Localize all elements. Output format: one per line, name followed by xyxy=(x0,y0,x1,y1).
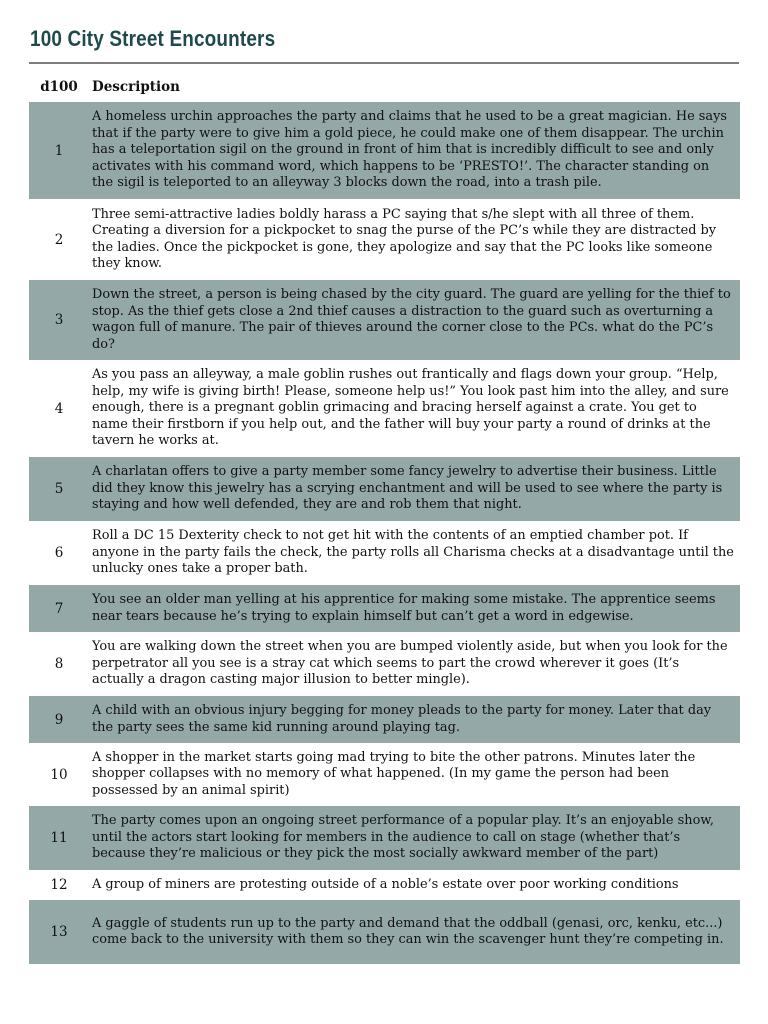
table-row xyxy=(29,521,740,585)
row-description: Down the street, a person is being chased by the city guard. The guard are yelling for the thief to stop. As the thief gets close a 2nd thief causes a distraction to the guard such as overturning a wagon full of manure. The pair of thieves around the corner close to the PCs. what do the PC’s do? xyxy=(92,287,731,352)
row-number: 9 xyxy=(54,711,64,728)
page-title: 100 City Street Encounters xyxy=(30,26,276,51)
row-description: You see an older man yelling at his apprentice for making some mistake. The apprentice seems near tears because he’s trying to explain himself but can’t get a word in edgewise. xyxy=(92,592,716,624)
row-number: 5 xyxy=(54,481,64,497)
row-number: 3 xyxy=(54,312,64,328)
row-number: 6 xyxy=(54,545,64,561)
table-row xyxy=(29,696,740,743)
title-rule xyxy=(29,62,739,64)
table-row xyxy=(29,900,740,964)
row-description: As you pass an alleyway, a male goblin rushes out frantically and flags down your group. “Help, help, my wife is giving birth! Please, someone help us!” You look past him into the alley, and sure enough, there is a pregnant goblin grimacing and bracing herself against a crate. You get to name their firstborn if you help out, and the father will buy your party a round of drinks at the tavern he works at. xyxy=(92,367,729,449)
row-description: You are walking down the street when you are bumped violently aside, but when you look for the perpetrator all you see is a stray cat which seems to part the crowd wherever it goes (It’s actually a dragon casting major illusion to better mingle). xyxy=(92,639,728,688)
table-row xyxy=(29,585,740,632)
table-row xyxy=(29,870,740,900)
header-description: Description xyxy=(92,79,180,95)
row-description: A charlatan offers to give a party member some fancy jewelry to advertise their business. Little did they know this jewelry has a scrying enchantment and will be used to see where the party is staying and how well defended, they are and rob them that night. xyxy=(92,464,723,513)
row-number: 10 xyxy=(50,766,68,783)
encounter-table xyxy=(29,72,740,964)
table-row xyxy=(29,360,740,457)
table-row xyxy=(29,199,740,280)
row-number: 7 xyxy=(54,600,64,617)
table-row xyxy=(29,806,740,870)
row-description: A shopper in the market starts going mad trying to bite the other patrons. Minutes later the shopper collapses with no memory of what happened. (In my game the person had been possessed by an animal spirit) xyxy=(92,749,696,798)
table-row xyxy=(29,280,740,360)
row-number: 8 xyxy=(54,656,64,672)
table-row xyxy=(29,743,740,806)
row-number: 4 xyxy=(54,400,64,417)
table-row xyxy=(29,632,740,696)
row-number: 1 xyxy=(54,142,64,159)
table-row xyxy=(29,457,740,521)
row-number: 12 xyxy=(50,877,68,893)
row-number: 13 xyxy=(50,924,68,940)
row-number: 11 xyxy=(50,830,68,846)
row-description: A homeless urchin approaches the party and claims that he used to be a great magician. He says that if the party were to give him a gold piece, he could make one of them disappear. The urchin has a teleportation sigil on the ground in front of him that is incredibly difficult to see and only activates with his command word, which happens to be ‘PRESTO!’. The character standing on the sigil is teleported to an alleyway 3 blocks down the road, into a trash pile. xyxy=(92,109,728,191)
row-description: Three semi-attractive ladies boldly harass a PC saying that s/he slept with all three of them. Creating a diversion for a pickpocket to snag the purse of the PC’s while they are distracted by the ladies. Once the pickpocket is gone, they apologize and say that the PC looks like someone they know. xyxy=(92,206,717,271)
row-description: A gaggle of students run up to the party and demand that the oddball (genasi, orc, kenku, etc...) come back to the university with them so they can win the scavenger hunt they’re competing in. xyxy=(92,915,724,947)
row-description: A group of miners are protesting outside of a noble’s estate over poor working conditions xyxy=(92,876,679,892)
header-d100: d100 xyxy=(40,79,78,95)
row-description: The party comes upon an ongoing street performance of a popular play. It’s an enjoyable show, until the actors start looking for members in the audience to call on stage (whether that’s because they’re malicious or they pick the most socially awkward member of the part) xyxy=(92,813,714,862)
table-row xyxy=(29,102,740,199)
table-header xyxy=(29,72,740,102)
row-description: A child with an obvious injury begging for money pleads to the party for money. Later that day the party sees the same kid running around playing tag. xyxy=(92,703,712,735)
row-number: 2 xyxy=(54,231,64,248)
row-description: Roll a DC 15 Dexterity check to not get hit with the contents of an emptied chamber pot. If anyone in the party fails the check, the party rolls all Charisma checks at a disadvantage until the unlucky ones take a proper bath. xyxy=(92,528,734,577)
